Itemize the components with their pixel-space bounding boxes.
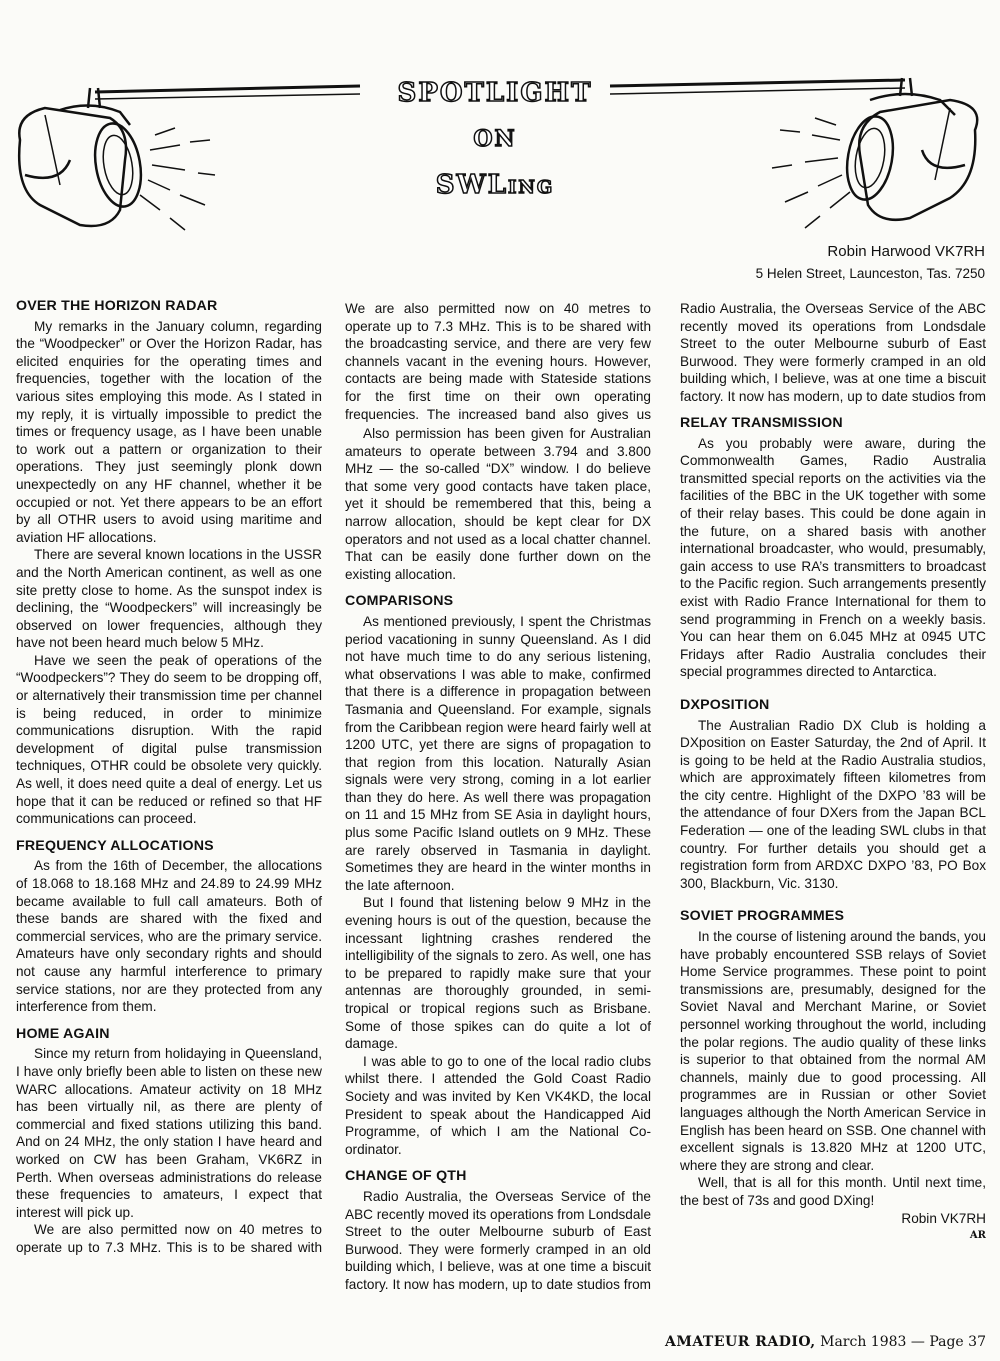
heading-frequency: FREQUENCY ALLOCATIONS (16, 837, 214, 854)
paragraph: Radio Australia, the Overseas Service of the ABC recently moved its operations from Londsdale Street to the outer Melbourne suburb of East Burwood. They were formerly cramped in an old building which, I believe, was at one time a biscuit factory. It now has modern, up to date studios from (345, 1188, 651, 1292)
title-line-1: SPOTLIGHT (397, 78, 593, 108)
heading-dxposition: DXPOSITION (680, 696, 770, 713)
end-mark: AR (969, 1230, 986, 1242)
page-footer (665, 1334, 986, 1350)
paragraph: As from the 16th of December, the allocations of 18.068 to 18.168 MHz and 24.89 to 24.99 MHz became available to full call amateurs. Both of these bands are shared with the fixed and commercial services, who are the primary service. Amateurs have only secondary rights and should not cause any harmful interference to primary service stations, nor are they protected from any interference from them. (16, 858, 322, 1015)
paragraph: We are also permitted now on 40 metres to operate up to 7.3 MHz. This is to be shared with (16, 1222, 322, 1255)
paragraph: I was able to go to one of the local radio clubs whilst there. I attended the Gold Coast Radio Society and was invited by Ken VK4KD, the local President to speak about the Handicapped Aid Programme, of which I am the National Co-ordinator. (345, 1053, 651, 1157)
author-address: 5 Helen Street, Launceston, Tas. 7250 (755, 266, 985, 281)
heading-relay: RELAY TRANSMISSION (680, 415, 843, 431)
paragraph: There are several known locations in the USSR and the North American continent, as well as one site pretty close to home. As the sunspot index is declining, the “Woodpeckers” will increasingly be observed on lower frequencies, although they have not been heard much below 5 MHz. (16, 547, 322, 651)
paragraph: Well, that is all for this month. Until next time, the best of 73s and good DXing! (680, 1175, 986, 1208)
paragraph: As you probably were aware, during the Commonwealth Games, Radio Australia transmitted special reports on the activities via the facilities of the BBC in the UK together with some of their relay bases. This could be done again in the future, on a shared basis with another international broadcaster, who would, presumably, gain access to use RA’s transmitters to broadcast to the Pacific region. Such arrangements presently exist with Radio France International for them to send programming in French on a weekly basis. You can hear them on 6.045 MHz at 0945 UTC Fridays after Radio Australia concludes their special programmes directed to Antarctica. (680, 435, 986, 680)
title-line-2: ON (473, 126, 517, 152)
column-3 (680, 300, 986, 1245)
paragraph: Since my return from holidaying in Queensland, I have only briefly been able to listen on these new WARC allocations. Amateur activity on 18 MHz has been virtually nil, as there are plenty of commercial and fixed stations utilizing this band. And on 24 MHz, the only station I have heard and worked on CW has been Graham, VK6RZ in Perth. When overseas administrations do release these frequencies to amateurs, I expect that interest will pick up. (16, 1046, 322, 1220)
paragraph: Have we seen the peak of operations of the “Woodpeckers”? They do seem to be dropping off, or alternatively their transmission time per channel is being reduced, in order to minimize communications disruption. With the rapid development of digital pulse transmission techniques, OTHR could be obsolete very quickly. As well, it does need quite a deal of energy. Let us hope that it can be reduced or refined so that HF communications can proceed. (16, 652, 322, 827)
heading-soviet: SOVIET PROGRAMMES (680, 908, 845, 925)
column-2 (345, 300, 651, 1294)
heading-comparisons: COMPARISONS (345, 593, 454, 610)
heading-home-again: HOME AGAIN (16, 1025, 110, 1042)
paragraph-continued: Radio Australia, the Overseas Service of the ABC recently moved its operations from Londsdale Street to the outer Melbourne suburb of East Burwood. They were formerly cramped in an old building which, I believe, was at one time a biscuit factory. It now has modern, up to date studios from (680, 301, 986, 404)
paragraph-continued: We are also permitted now on 40 metres to operate up to 7.3 MHz. This is to be shared with the broadcasting service, and there are very few channels vacant in the evening hours. However, contacts are being made with Stateside stations for the first time on their own operating frequencies. The increased band also gives us (345, 301, 651, 422)
title-line-3: SWLing (435, 170, 555, 200)
heading-over-horizon: OVER THE HORIZON RADAR (16, 298, 218, 314)
paragraph: The Australian Radio DX Club is holding a DXposition on Easter Saturday, the 2nd of April. It is going to be held at the Radio Australia studios, which are approximately fifteen kilometres from the city centre. Highlight of the DXPO ’83 will be the attendance of four DXers from the Japan BCL Federation — one of the leading SWL clubs in that country. For further details you should get a registration form from ARDXC DXPO ’83, PO Box 300, Blackburn, Vic. 3130. (680, 717, 986, 891)
signoff: Robin VK7RH (901, 1210, 986, 1226)
paragraph: As mentioned previously, I spent the Christmas period vacationing in sunny Queensland. As I did not have much time to do any serious listening, what observations I was able to make, confirmed that there is a difference in propagation between Tasmania and Queensland. For example, signals from the Caribbean region were heard fairly well at 1200 UTC, yet there are signs of propagation to that region from this location. Naturally Asian signals were very strong, coming in a lot earlier than they do here. As well there was propagation on 11 and 15 MHz from SE Asia in daylight hours, plus some Pacific Island outlets on 9 MHz. These are rarely observed in Tasmania in daylight. Sometimes they are heard in the winter months in the late afternoon. (345, 613, 651, 893)
date-page: March 1983 — Page 37 (820, 1334, 986, 1350)
magazine-name: AMATEUR RADIO, (664, 1334, 816, 1350)
paragraph: Also permission has been given for Australian amateurs to operate between 3.794 and 3.800 MHz — the so-called “DX” window. I do believe that some very good contacts have taken place, yet it should be remembered that this, being a narrow allocation, should be kept clear for DX operators and not used as a local chatter channel. That can be easily done further down on the existing allocation. (345, 426, 651, 582)
paragraph: But I found that listening below 9 MHz in the evening hours is out of the question, because the incessant lightning crashes rendered the intelligibility of the signals to zero. As well, one has to be prepared to rapidly make sure that your antennas are thoroughly grounded, in semi-tropical or tropical regions such as Brisbane. Some of those spikes can do quite a lot of damage. (345, 895, 651, 1052)
paragraph: In the course of listening around the bands, you have probably encountered SSB relays of Soviet Home Service programmes. These point to point transmissions are, presumably, designed for the Soviet Naval and Merchant Marine, or Soviet personnel working throughout the world, including the polar regions. The audio quality of these links is superior to that obtained from the normal AM channels, mainly due to good processing. All programmes are in Russian or other Soviet languages although the North American Service in English has been heard on SSB. One channel with excellent signals is 13.820 MHz at 1200 UTC, where they are strong and clear. (680, 929, 986, 1173)
spotlight-title (360, 70, 630, 208)
author-name: Robin Harwood VK7RH (827, 243, 985, 260)
heading-change-qth: CHANGE OF QTH (345, 1168, 467, 1185)
paragraph: My remarks in the January column, regarding the “Woodpecker” or Over the Horizon Radar, has elicited enquiries for the operating times and frequencies, together with the location of the various sites employing this mode. As I stated in my reply, it is virtually impossible to predict the times or frequency usage, as I have been unable to work out a pattern or organization to their operations. They just seemingly plonk down unexpectedly on any HF channel, whether it be occupied or not. Yet there appears to be an effort by all OTHR users to avoid using maritime and aviation HF allocations. (16, 318, 322, 545)
column-1 (16, 298, 322, 1255)
